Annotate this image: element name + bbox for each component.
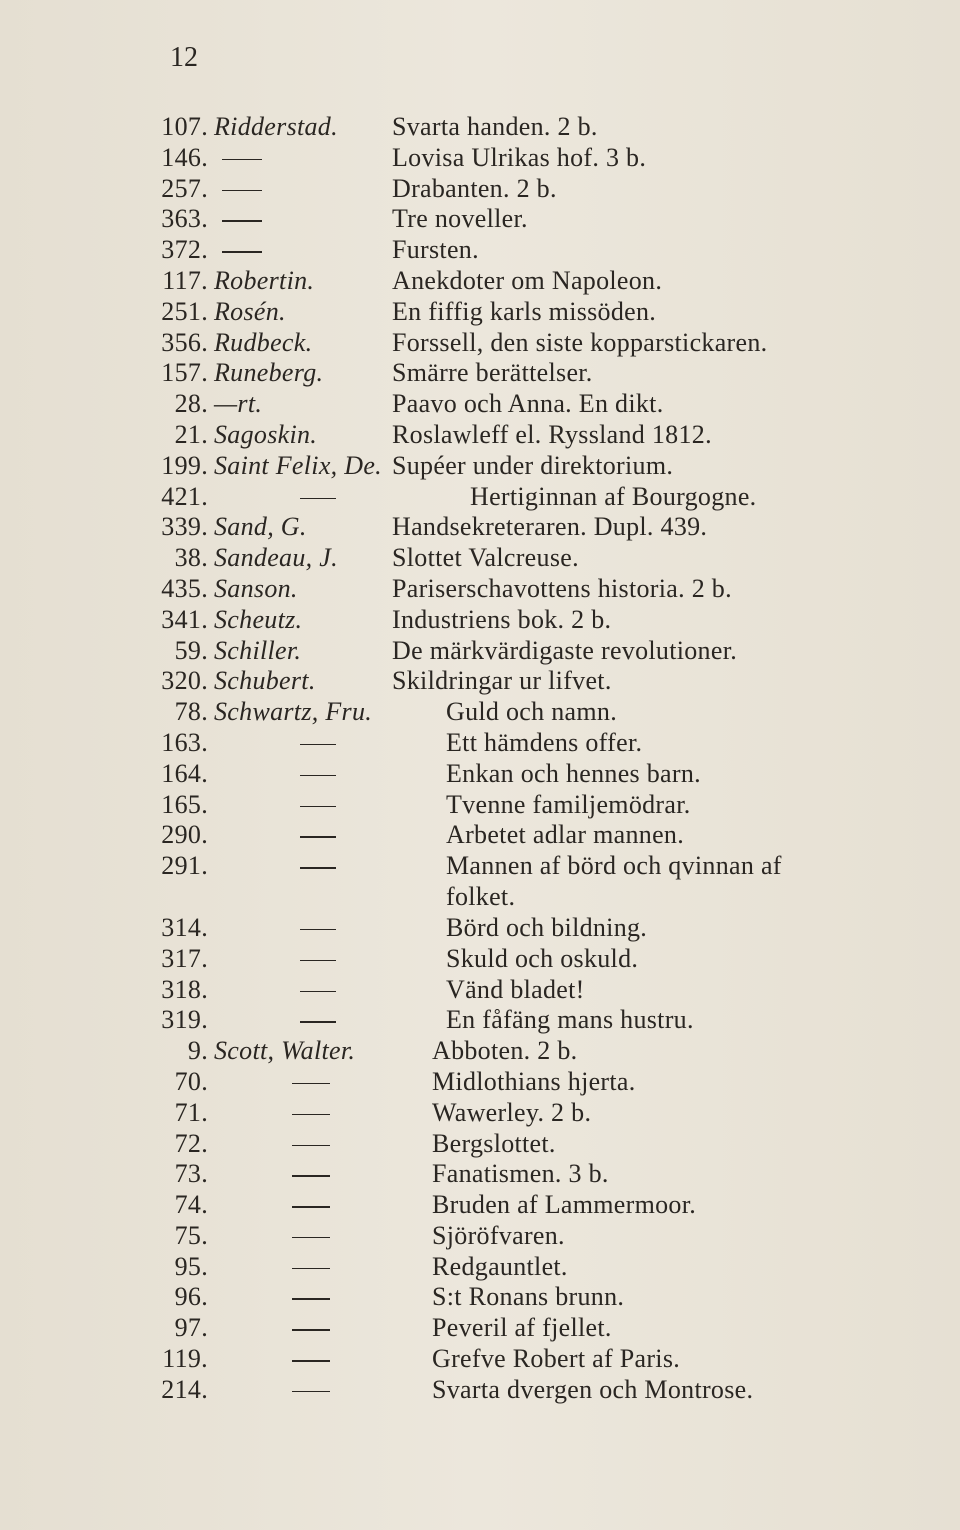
entry-author: Scott, Walter. [214, 1036, 356, 1066]
catalog-entry [0, 112, 960, 143]
catalog-entry [0, 697, 960, 728]
entry-title: Bruden af Lammermoor. [432, 1190, 697, 1220]
entry-author: Runeberg. [214, 358, 324, 388]
entry-number: 320. [161, 666, 208, 696]
catalog-entry [0, 913, 960, 944]
catalog-entry [0, 1129, 960, 1160]
entry-title: Sjöröfvaren. [432, 1220, 565, 1250]
catalog-entry [0, 451, 960, 482]
entry-title: Vänd bladet! [446, 974, 585, 1004]
entry-title: Grefve Robert af Paris. [432, 1344, 681, 1374]
entry-author: Rosén. [214, 296, 286, 326]
entry-number: 199. [161, 450, 208, 480]
entry-number: 164. [161, 758, 208, 788]
catalog-entries [0, 112, 960, 1406]
entry-author: Ridderstad. [214, 112, 338, 141]
entry-number: 78. [174, 697, 208, 727]
catalog-entry [0, 759, 960, 790]
entry-number: 421. [161, 481, 208, 511]
catalog-entry [0, 389, 960, 420]
entry-title: En fåfäng mans hustru. [446, 1005, 694, 1035]
entry-number: 97. [174, 1313, 208, 1343]
catalog-entry [0, 1159, 960, 1190]
entry-number: 117. [162, 265, 208, 295]
catalog-entry [0, 666, 960, 697]
entry-author: Sanson. [214, 573, 298, 603]
entry-author: —rt. [214, 389, 263, 419]
catalog-entry [0, 174, 960, 205]
catalog-entry [0, 512, 960, 543]
entry-number: 435. [161, 573, 208, 603]
entry-number: 72. [174, 1128, 208, 1158]
catalog-entry [0, 543, 960, 574]
entry-number: 74. [174, 1190, 208, 1220]
entry-number: 290. [161, 820, 208, 850]
entry-number: 70. [174, 1066, 208, 1096]
catalog-entry [0, 1067, 960, 1098]
catalog-entry [0, 790, 960, 821]
entry-title: Fursten. [392, 235, 479, 265]
entry-number: 38. [174, 543, 208, 573]
catalog-entry [0, 1344, 960, 1375]
entry-author: Schiller. [214, 635, 302, 665]
entry-number: 356. [161, 327, 208, 357]
catalog-entry [0, 1190, 960, 1221]
entry-title: Paavo och Anna. En dikt. [392, 389, 664, 419]
entry-title: Skuld och oskuld. [446, 943, 639, 973]
entry-number: 107. [161, 112, 208, 141]
entry-number: 157. [161, 358, 208, 388]
entry-number: 341. [161, 604, 208, 634]
catalog-entry [0, 1375, 960, 1406]
catalog-entry [0, 266, 960, 297]
entry-title: folket. [446, 881, 516, 911]
entry-number: 28. [174, 389, 208, 419]
entry-title: Slottet Valcreuse. [392, 543, 579, 573]
entry-title: Handsekreteraren. Dupl. 439. [392, 512, 708, 542]
entry-title: Mannen af börd och qvinnan af [446, 851, 782, 881]
entry-number: 75. [174, 1220, 208, 1250]
entry-title: Lovisa Ulrikas hof. 3 b. [392, 142, 647, 172]
entry-number: 163. [161, 727, 208, 757]
entry-author: Sand, G. [214, 512, 307, 542]
entry-author: Sandeau, J. [214, 543, 338, 573]
entry-number: 318. [161, 974, 208, 1004]
entry-title: Pariserschavottens historia. 2 b. [392, 573, 732, 603]
entry-title: Redgauntlet. [432, 1251, 568, 1281]
entry-number: 95. [174, 1251, 208, 1281]
entry-author: Schubert. [214, 666, 316, 696]
entry-number: 291. [161, 851, 208, 881]
entry-title: Forssell, den siste kopparstickaren. [392, 327, 768, 357]
entry-title: Drabanten. 2 b. [392, 173, 557, 203]
entry-title: Bergslottet. [432, 1128, 556, 1158]
entry-title: Wawerley. 2 b. [432, 1097, 592, 1127]
entry-title: Fanatismen. 3 b. [432, 1159, 609, 1189]
entry-number: 146. [161, 142, 208, 172]
entry-title: Enkan och hennes barn. [446, 758, 701, 788]
catalog-entry [0, 1005, 960, 1036]
entry-title: Roslawleff el. Ryssland 1812. [392, 419, 712, 449]
entry-title: Svarta handen. 2 b. [392, 112, 598, 141]
entry-title: Skildringar ur lifvet. [392, 666, 612, 696]
catalog-entry [0, 1282, 960, 1313]
entry-title: Smärre berättelser. [392, 358, 593, 388]
catalog-entry [0, 728, 960, 759]
entry-title: En fiffig karls missöden. [392, 296, 657, 326]
entry-author: Robertin. [214, 265, 315, 295]
catalog-entry [0, 1252, 960, 1283]
entry-title: S:t Ronans brunn. [432, 1282, 625, 1312]
catalog-entry-continuation [0, 882, 960, 913]
entry-title: Ett hämdens offer. [446, 727, 643, 757]
entry-number: 21. [174, 419, 208, 449]
entry-number: 71. [174, 1097, 208, 1127]
catalog-entry [0, 820, 960, 851]
entry-title: Abboten. 2 b. [432, 1036, 578, 1066]
entry-author: Scheutz. [214, 604, 303, 634]
entry-title: Arbetet adlar mannen. [446, 820, 685, 850]
catalog-entry [0, 636, 960, 667]
entry-title: Guld och namn. [446, 697, 618, 727]
entry-number: 9. [187, 1036, 208, 1066]
catalog-entry [0, 420, 960, 451]
entry-number: 59. [174, 635, 208, 665]
entry-title: Börd och bildning. [446, 912, 648, 942]
entry-number: 73. [174, 1159, 208, 1189]
entry-number: 214. [161, 1374, 208, 1404]
catalog-entry [0, 605, 960, 636]
entry-title: Industriens bok. 2 b. [392, 604, 612, 634]
entry-number: 119. [162, 1344, 208, 1374]
entry-title: Svarta dvergen och Montrose. [432, 1374, 754, 1404]
entry-number: 251. [161, 296, 208, 326]
entry-number: 339. [161, 512, 208, 542]
entry-title: Hertiginnan af Bourgogne. [470, 481, 757, 511]
entry-title: Anekdoter om Napoleon. [392, 265, 663, 295]
catalog-entry [0, 235, 960, 266]
catalog-entry [0, 297, 960, 328]
catalog-entry [0, 143, 960, 174]
catalog-entry [0, 204, 960, 235]
entry-number: 96. [174, 1282, 208, 1312]
entry-title: De märkvärdigaste revolutioner. [392, 635, 738, 665]
catalog-entry [0, 482, 960, 513]
entry-title: Tvenne familjemödrar. [446, 789, 691, 819]
entry-number: 314. [161, 912, 208, 942]
entry-number: 165. [161, 789, 208, 819]
entry-number: 363. [161, 204, 208, 234]
entry-number: 372. [161, 235, 208, 265]
page-number: 12 [170, 42, 198, 73]
catalog-entry [0, 328, 960, 359]
catalog-entry [0, 358, 960, 389]
entry-title: Supéer under direktorium. [392, 450, 674, 480]
entry-number: 319. [161, 1005, 208, 1035]
entry-number: 317. [161, 943, 208, 973]
entry-title: Tre noveller. [392, 204, 528, 234]
catalog-entry [0, 1221, 960, 1252]
catalog-entry [0, 944, 960, 975]
entry-author: Saint Felix, De. [214, 450, 382, 480]
entry-title: Peveril af fjellet. [432, 1313, 612, 1343]
catalog-entry [0, 574, 960, 605]
entry-number: 257. [161, 173, 208, 203]
catalog-entry [0, 975, 960, 1006]
entry-author: Rudbeck. [214, 327, 313, 357]
catalog-entry [0, 1036, 960, 1067]
entry-title: Midlothians hjerta. [432, 1066, 636, 1096]
catalog-entry [0, 1098, 960, 1129]
catalog-entry [0, 851, 960, 882]
catalog-entry [0, 1313, 960, 1344]
entry-author: Sagoskin. [214, 419, 318, 449]
entry-author: Schwartz, Fru. [214, 697, 373, 727]
